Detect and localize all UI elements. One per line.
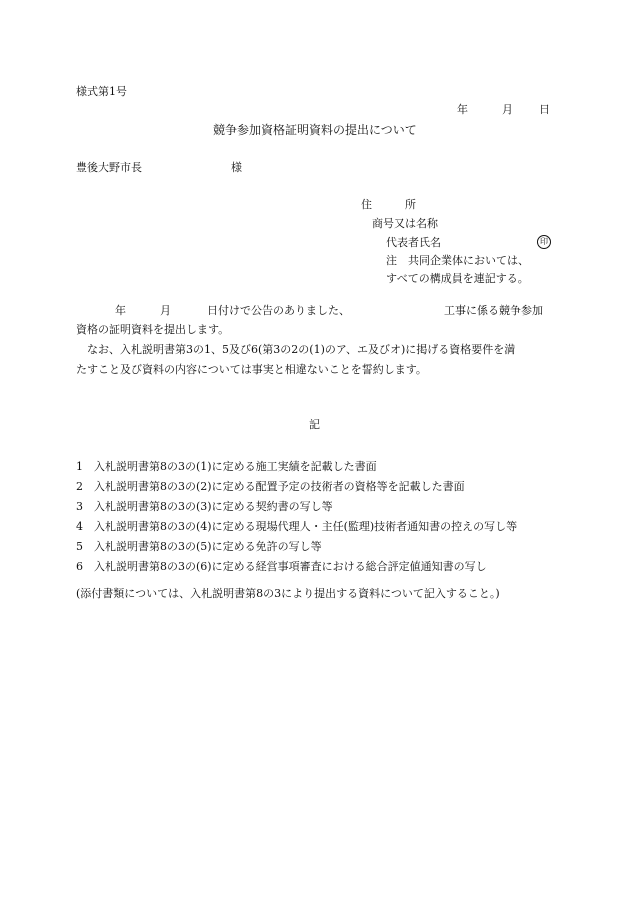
addressee-name: 豊後大野市長	[76, 161, 142, 174]
date-day: 日	[539, 103, 550, 116]
document-title: 競争参加資格証明資料の提出について	[213, 123, 417, 137]
joint-venture-note-1: 注 共同企業体においては、	[386, 254, 529, 267]
date-year: 年	[457, 103, 468, 116]
representative-label: 代表者氏名	[386, 236, 441, 249]
date-month: 月	[502, 103, 513, 116]
seal-mark	[537, 235, 551, 249]
joint-venture-note-2: すべての構成員を連記する。	[386, 272, 529, 285]
addressee-honorific: 様	[231, 161, 242, 174]
footnote: (添付書類については、入札説明書第8の3により提出する資料について記入すること。)	[76, 587, 500, 600]
body-day-text: 日付けで公告のありました、	[207, 304, 350, 317]
list-item: 5 入札説明書第8の3の(5)に定める免許の写し等	[76, 540, 322, 553]
body-year: 年	[115, 304, 126, 317]
list-item: 4 入札説明書第8の3の(4)に定める現場代理人・主任(監理)技術者通知書の控えの写し等	[76, 520, 518, 533]
body-line-4: たすこと及び資料の内容については事実と相違ないことを誓約します。	[76, 363, 427, 376]
body-line-2: 資格の証明資料を提出します。	[76, 323, 230, 336]
list-item: 2 入札説明書第8の3の(2)に定める配置予定の技術者の資格等を記載した書面	[76, 480, 465, 493]
list-item: 1 入札説明書第8の3の(1)に定める施工実績を記載した書面	[76, 460, 377, 473]
list-item: 3 入札説明書第8の3の(3)に定める契約書の写し等	[76, 500, 333, 513]
attachment-list	[76, 457, 517, 577]
body-work-text: 工事に係る競争参加	[444, 304, 543, 317]
body-paragraph	[76, 320, 550, 380]
body-month: 月	[160, 304, 171, 317]
address-label: 住 所	[361, 198, 416, 211]
seal-icon: 印	[537, 235, 551, 249]
list-item: 6 入札説明書第8の3の(6)に定める経営事項審査における総合評定値通知書の写し	[76, 560, 487, 573]
form-number: 様式第1号	[76, 85, 127, 98]
ki-heading: 記	[309, 418, 320, 431]
company-name-label: 商号又は名称	[372, 217, 438, 230]
body-line-3: なお、入札説明書第3の1、5及び6(第3の2の(1)のア、エ及びオ)に掲げる資格要件を満	[87, 343, 516, 356]
